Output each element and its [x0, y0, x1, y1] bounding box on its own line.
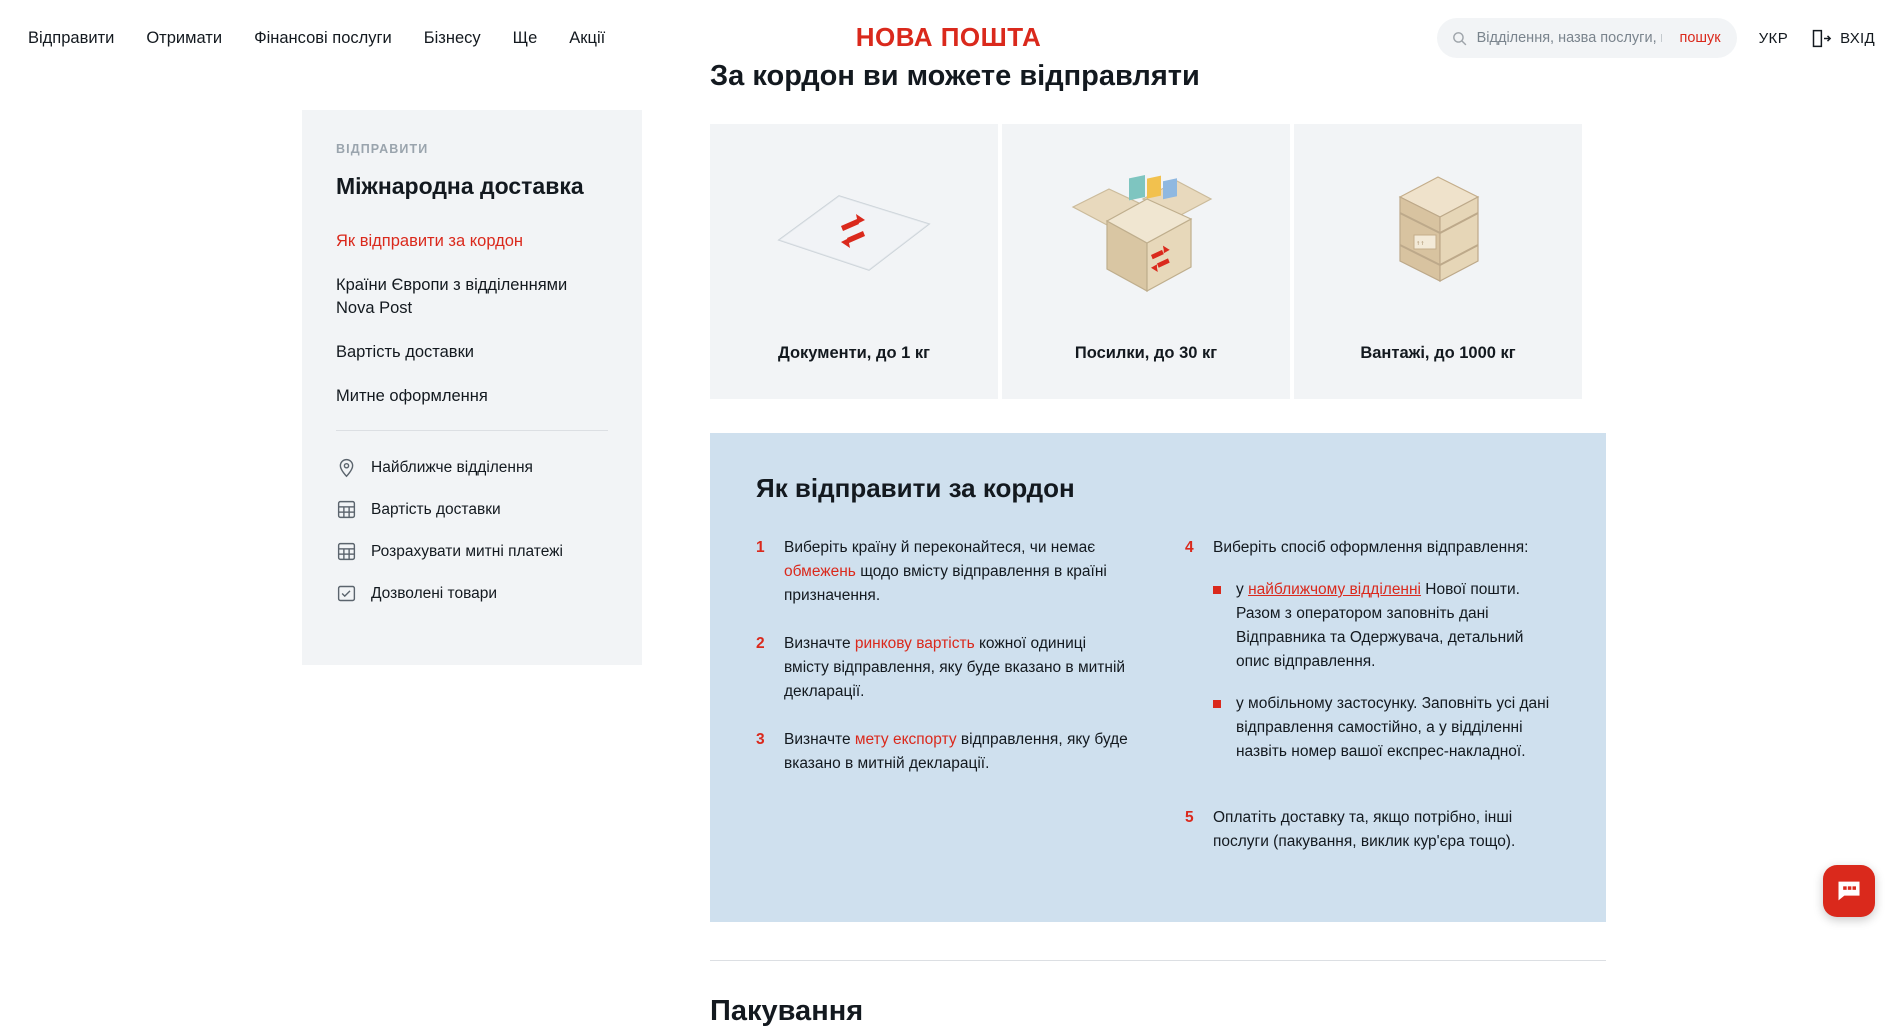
sidebar-divider — [336, 430, 608, 431]
card-label: Посилки, до 30 кг — [1074, 344, 1218, 362]
step-text — [784, 632, 1131, 704]
sidebar-item-europe-countries[interactable]: Країни Європи з відділеннями Nova Post — [336, 276, 568, 317]
nav-item-promotions[interactable]: Акції — [569, 29, 606, 47]
market-value-link[interactable]: ринкову вартість — [854, 635, 975, 652]
envelope-icon — [769, 174, 939, 294]
card-cargo[interactable] — [1294, 124, 1582, 399]
sidebar-item-customs-clearance[interactable]: Митне оформлення — [336, 387, 488, 405]
calculator-icon — [336, 499, 357, 520]
page-title: За кордон ви можете відправляти — [710, 60, 1200, 92]
language-switcher[interactable]: УКР — [1758, 29, 1789, 47]
restrictions-link[interactable]: обмежень — [784, 563, 856, 580]
sub-text-part: Нової пошти. Разом з оператором заповніть дані Відправника та Одержувача, детальний опис відправлення. — [1236, 581, 1524, 670]
main-content — [710, 60, 1610, 1028]
card-documents[interactable] — [710, 124, 998, 399]
how-to-columns — [756, 536, 1560, 878]
search-icon — [1451, 30, 1468, 47]
sidebar-item-delivery-cost[interactable]: Вартість доставки — [336, 343, 475, 361]
step-number: 4 — [1185, 539, 1194, 556]
how-to-column-left — [756, 536, 1131, 878]
location-pin-icon — [336, 457, 357, 478]
step-text-part: Визначте — [784, 635, 855, 652]
step-number: 2 — [756, 635, 765, 652]
step-text-part: відправлення, яку буде вказано в митній декларації. — [784, 731, 1128, 772]
header-right-cluster — [1437, 18, 1875, 58]
step-4 — [1185, 536, 1560, 782]
bullet-icon — [1213, 700, 1221, 708]
sub-text — [1236, 578, 1560, 674]
search-input[interactable] — [1477, 30, 1662, 46]
nav-item-business[interactable]: Бізнесу — [423, 29, 481, 47]
search-box[interactable] — [1437, 18, 1737, 58]
side-action-delivery-cost[interactable] — [336, 499, 608, 520]
sidebar-item-how-to-send-abroad[interactable]: Як відправити за кордон — [336, 232, 524, 250]
nav-item-receive[interactable]: Отримати — [146, 29, 223, 47]
shipment-type-cards — [710, 124, 1610, 399]
step-text: Оплатіть доставку та, якщо потрібно, інші послуги (пакування, виклик кур'єра тощо). — [1213, 809, 1516, 850]
nav-item-more[interactable]: Ще — [512, 29, 538, 47]
side-action-label: Найближче відділення — [371, 458, 533, 476]
svg-text:↑↑: ↑↑ — [1416, 239, 1425, 247]
sub-text: у мобільному застосунку. Заповніть усі дані відправлення самостійно, а у відділенні назвіть номер вашої експрес-накладної. — [1236, 695, 1550, 760]
side-action-label: Вартість доставки — [371, 500, 501, 518]
chat-support-button[interactable] — [1823, 865, 1875, 917]
step-1 — [756, 536, 1131, 608]
site-logo[interactable]: НОВА ПОШТА — [855, 22, 1042, 52]
nav-item-financial-services[interactable]: Фінансові послуги — [254, 29, 392, 47]
how-to-column-right — [1185, 536, 1560, 878]
step-4-sub-list — [1213, 578, 1560, 764]
step-text — [784, 728, 1131, 776]
nav-item-send[interactable]: Відправити — [28, 29, 115, 47]
side-action-label: Дозволені товари — [371, 584, 498, 602]
step-5 — [1185, 806, 1560, 854]
side-action-allowed-goods[interactable] — [336, 583, 608, 604]
step-text-part: щодо вмісту відправлення в країні призначення. — [784, 563, 1107, 604]
login-button[interactable] — [1810, 28, 1875, 49]
sidebar-eyebrow: ВІДПРАВИТИ — [336, 142, 429, 156]
card-parcels[interactable] — [1002, 124, 1290, 399]
login-label: ВХІД — [1840, 29, 1875, 47]
chat-bubble-icon — [1835, 877, 1863, 905]
checklist-icon — [336, 583, 357, 604]
card-art — [710, 124, 998, 344]
next-section-heading: Пакування — [710, 995, 864, 1027]
search-submit-button[interactable]: пошук — [1679, 30, 1721, 46]
step-2 — [756, 632, 1131, 704]
how-to-title: Як відправити за кордон — [756, 473, 1075, 503]
card-art — [1002, 124, 1290, 344]
sub-text-part: у — [1236, 581, 1249, 598]
card-label: Вантажі, до 1000 кг — [1360, 344, 1516, 362]
content-divider — [710, 960, 1606, 961]
step-number: 3 — [756, 731, 765, 748]
step-text-part: Визначте — [784, 731, 855, 748]
login-door-icon — [1810, 28, 1831, 49]
side-action-nearest-branch[interactable] — [336, 457, 608, 478]
sidebar — [302, 110, 642, 665]
card-label: Документи, до 1 кг — [777, 344, 931, 362]
step-number: 1 — [756, 539, 765, 556]
calculator-icon — [336, 541, 357, 562]
crate-icon — [1358, 159, 1518, 309]
step-text-part: Виберіть країну й переконайтеся, чи немає — [784, 539, 1096, 556]
main-navigation — [28, 28, 605, 48]
step-text-part: кожної одиниці вмісту відправлення, яку буде вказано в митній декларації. — [784, 635, 1126, 700]
step-3 — [756, 728, 1131, 776]
open-box-icon — [1051, 159, 1241, 309]
step-text-part: Виберіть спосіб оформлення відправлення: — [1213, 539, 1529, 556]
sidebar-title: Міжнародна доставка — [336, 173, 584, 199]
step-number: 5 — [1185, 809, 1194, 826]
how-to-send-panel — [710, 433, 1606, 922]
step-text — [1213, 536, 1560, 782]
step-text — [784, 536, 1131, 608]
export-purpose-link[interactable]: мету експорту — [854, 731, 957, 748]
bullet-icon — [1213, 586, 1221, 594]
sub-item-mobile-app — [1213, 692, 1560, 764]
side-action-label: Розрахувати митні платежі — [371, 542, 563, 560]
card-art — [1294, 124, 1582, 344]
sub-item-branch — [1213, 578, 1560, 674]
nearest-branch-link[interactable]: найближчому відділенні — [1248, 581, 1421, 598]
side-action-customs-payments[interactable] — [336, 541, 608, 562]
